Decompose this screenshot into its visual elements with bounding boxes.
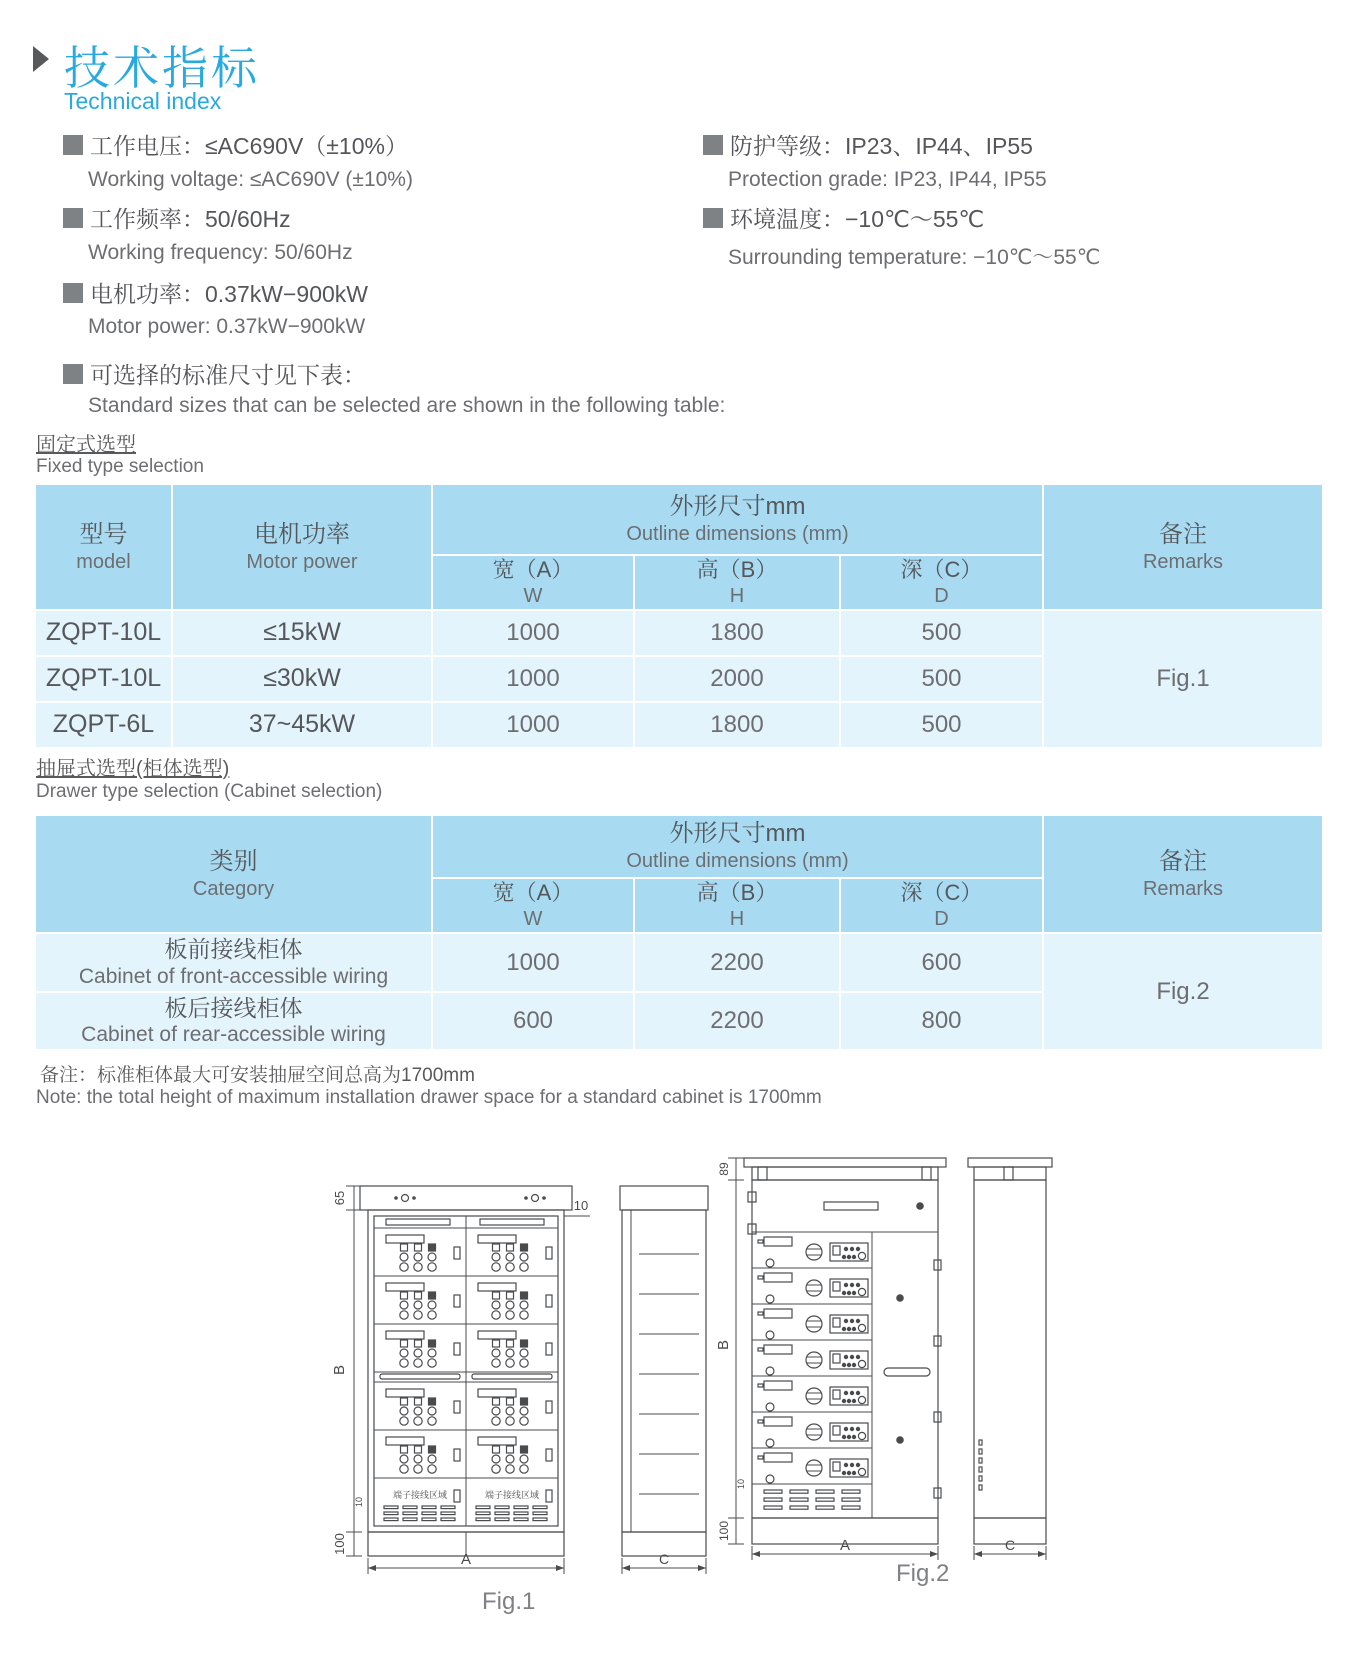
svg-text:端子接线区域: 端子接线区域 xyxy=(484,1490,540,1500)
spec-text: 电机功率：0.37kW−900kW xyxy=(90,281,368,307)
note-zh: 备注：标准柜体最大可安装抽屉空间总高为1700mm xyxy=(40,1065,475,1086)
svg-text:C: C xyxy=(1004,1537,1016,1553)
t1-cell-h: 1800 xyxy=(635,703,839,747)
t1-cell-power: ≤30kW xyxy=(173,657,431,701)
t2-cell-h: 2200 xyxy=(635,993,839,1049)
header-label-zh: 高（B） xyxy=(696,880,778,906)
page-subtitle: Technical index xyxy=(64,88,222,114)
svg-text:65: 65 xyxy=(332,1190,347,1206)
svg-text:10: 10 xyxy=(736,1478,746,1490)
svg-text:端子接线区域: 端子接线区域 xyxy=(392,1490,448,1500)
svg-text:100: 100 xyxy=(717,1520,731,1542)
spec-working-voltage-zh xyxy=(63,128,408,161)
spec-text: 工作电压：≤AC690V（±10%） xyxy=(90,133,408,159)
svg-text:B: B xyxy=(715,1339,732,1351)
drawer-type-section-label-en: Drawer type selection (Cabinet selection) xyxy=(36,781,383,802)
svg-text:100: 100 xyxy=(332,1533,347,1555)
t1-cell-model: ZQPT-6L xyxy=(36,703,171,747)
t1-header-model xyxy=(36,485,171,609)
fixed-type-section-label-en: Fixed type selection xyxy=(36,456,204,477)
drawer-type-section-label-zh: 抽屉式选型(柜体选型) xyxy=(36,758,230,780)
t1-header-motor-power xyxy=(173,485,431,609)
fig1-caption: Fig.1 xyxy=(482,1588,536,1615)
section-arrow-icon xyxy=(33,46,49,72)
spec-motor-power-zh xyxy=(63,276,368,309)
header-label-zh: 类别 xyxy=(209,847,258,875)
t1-cell-model: ZQPT-10L xyxy=(36,611,171,655)
t2-header-depth xyxy=(841,879,1042,932)
header-label-en: D xyxy=(934,584,949,607)
t1-cell-w: 1000 xyxy=(433,703,633,747)
t1-cell-remark: Fig.1 xyxy=(1044,611,1322,747)
category-zh: 板后接线柜体 xyxy=(164,994,303,1021)
note-en: Note: the total height of maximum installation drawer space for a standard cabinet is 1700mm xyxy=(36,1087,822,1108)
spec-working-frequency-zh xyxy=(63,201,291,234)
header-label-en: Remarks xyxy=(1142,877,1223,900)
fig2-drawing xyxy=(706,1140,1066,1570)
t1-cell-d: 500 xyxy=(841,657,1042,701)
fixed-type-section-label-zh: 固定式选型 xyxy=(36,434,136,456)
t2-cell-d: 600 xyxy=(841,934,1042,991)
t2-cell-w: 600 xyxy=(433,993,633,1049)
bullet-icon xyxy=(63,135,83,155)
spec-surrounding-temp-en: Surrounding temperature: −10℃～55℃ xyxy=(728,246,1101,269)
header-label-zh: 外形尺寸mm xyxy=(669,820,806,847)
bullet-icon xyxy=(63,283,83,303)
svg-text:A: A xyxy=(460,1551,472,1568)
spec-protection-grade-en: Protection grade: IP23, IP44, IP55 xyxy=(728,168,1047,191)
header-label-zh: 高（B） xyxy=(696,557,778,583)
svg-text:B: B xyxy=(331,1364,348,1376)
t1-header-remarks xyxy=(1044,485,1322,609)
t1-cell-h: 2000 xyxy=(635,657,839,701)
t1-cell-w: 1000 xyxy=(433,657,633,701)
t2-header-category xyxy=(36,816,431,932)
header-label-zh: 深（C） xyxy=(900,557,983,583)
t1-header-outline xyxy=(433,485,1042,554)
header-label-en: Category xyxy=(192,877,275,900)
svg-text:A: A xyxy=(839,1537,851,1554)
spec-text: 可选择的标准尺寸见下表： xyxy=(90,362,366,388)
spec-text: 防护等级：IP23、IP44、IP55 xyxy=(730,133,1033,159)
header-label-zh: 宽（A） xyxy=(492,557,574,583)
spec-text: 环境温度：−10℃～55℃ xyxy=(730,206,985,232)
header-label-en: D xyxy=(934,907,949,930)
spec-working-frequency-en: Working frequency: 50/60Hz xyxy=(88,241,353,264)
t1-cell-w: 1000 xyxy=(433,611,633,655)
t1-cell-h: 1800 xyxy=(635,611,839,655)
spec-standard-sizes-zh xyxy=(63,357,366,390)
t2-header-outline xyxy=(433,816,1042,877)
svg-text:10: 10 xyxy=(573,1198,589,1213)
svg-text:89: 89 xyxy=(717,1162,731,1176)
fixed-type-table xyxy=(36,485,1322,747)
fig2-caption: Fig.2 xyxy=(896,1560,950,1587)
bullet-icon xyxy=(63,364,83,384)
category-en: Cabinet of front-accessible wiring xyxy=(78,964,389,988)
t1-header-depth xyxy=(841,556,1042,609)
fig1-drawing xyxy=(330,1158,730,1583)
header-label-zh: 型号 xyxy=(79,520,128,548)
spec-text: 工作频率：50/60Hz xyxy=(90,206,291,232)
t1-cell-power: ≤15kW xyxy=(173,611,431,655)
t2-header-width xyxy=(433,879,633,932)
header-label-en: Motor power xyxy=(246,550,358,573)
category-zh: 板前接线柜体 xyxy=(164,936,303,962)
bullet-icon xyxy=(703,208,723,228)
spec-working-voltage-en: Working voltage: ≤AC690V (±10%) xyxy=(88,168,413,191)
t1-header-width xyxy=(433,556,633,609)
t2-cell-h: 2200 xyxy=(635,934,839,991)
header-label-zh: 外形尺寸mm xyxy=(669,493,806,520)
t2-cell-category xyxy=(36,934,431,991)
header-label-zh: 备注 xyxy=(1159,520,1207,548)
t2-cell-category xyxy=(36,993,431,1049)
header-label-zh: 宽（A） xyxy=(492,880,574,906)
header-label-en: W xyxy=(523,907,543,930)
header-label-en: Outline dimensions (mm) xyxy=(626,523,849,545)
t1-cell-d: 500 xyxy=(841,611,1042,655)
bullet-icon xyxy=(63,208,83,228)
header-label-en: W xyxy=(523,584,543,607)
drawer-type-table xyxy=(36,816,1322,1049)
spec-surrounding-temp-zh xyxy=(703,201,984,234)
header-label-zh: 深（C） xyxy=(900,880,983,906)
spec-protection-grade-zh xyxy=(703,128,1033,161)
header-label-en: model xyxy=(76,550,131,573)
t2-header-remarks xyxy=(1044,816,1322,932)
header-label-en: H xyxy=(729,584,745,607)
header-label-zh: 电机功率 xyxy=(254,520,350,548)
t1-cell-model: ZQPT-10L xyxy=(36,657,171,701)
header-label-en: Remarks xyxy=(1142,550,1223,573)
bullet-icon xyxy=(703,135,723,155)
t2-cell-remark: Fig.2 xyxy=(1044,934,1322,1049)
t2-cell-d: 800 xyxy=(841,993,1042,1049)
category-en: Cabinet of rear-accessible wiring xyxy=(81,1023,386,1047)
header-label-en: Outline dimensions (mm) xyxy=(626,850,849,872)
spec-standard-sizes-en: Standard sizes that can be selected are shown in the following table: xyxy=(88,394,726,417)
svg-text:C: C xyxy=(658,1551,670,1567)
page-title: 技术指标 xyxy=(64,42,260,94)
header-label-en: H xyxy=(729,907,745,930)
header-label-zh: 备注 xyxy=(1159,847,1207,875)
t2-cell-w: 1000 xyxy=(433,934,633,991)
t2-header-height xyxy=(635,879,839,932)
t1-header-height xyxy=(635,556,839,609)
svg-text:10: 10 xyxy=(354,1496,364,1508)
t1-cell-power: 37~45kW xyxy=(173,703,431,747)
t1-cell-d: 500 xyxy=(841,703,1042,747)
spec-motor-power-en: Motor power: 0.37kW−900kW xyxy=(88,315,366,338)
